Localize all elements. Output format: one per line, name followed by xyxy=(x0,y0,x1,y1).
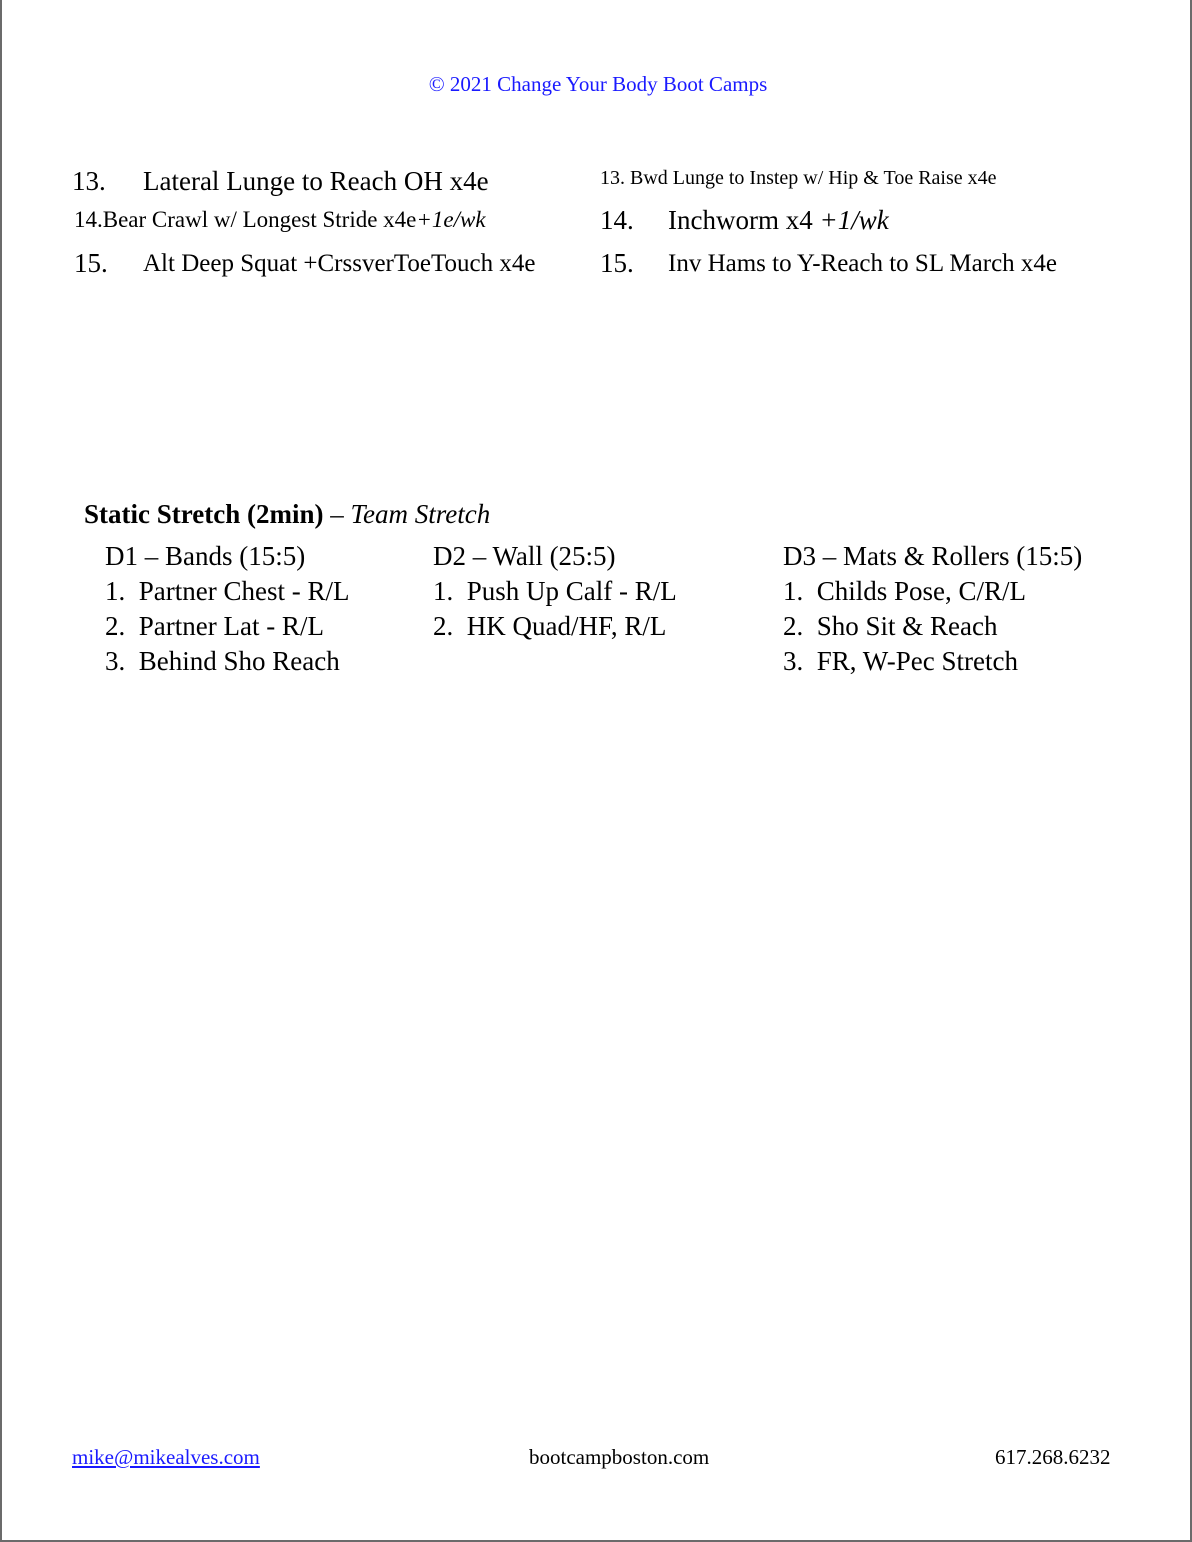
left-item-13-text: Lateral Lunge to Reach OH x4e xyxy=(143,166,489,196)
static-stretch-title: Static Stretch (2min) xyxy=(84,499,324,529)
d2-item: 2. HK Quad/HF, R/L xyxy=(433,611,667,641)
footer-email-link[interactable]: mike@mikealves.com xyxy=(72,1445,260,1469)
copyright-header: © 2021 Change Your Body Boot Camps xyxy=(428,72,768,96)
right-item-14-suffix: +1/wk xyxy=(819,205,889,235)
left-item-14-suffix: +1e/wk xyxy=(416,207,486,232)
footer-phone: 617.268.6232 xyxy=(995,1445,1111,1469)
left-item-14 xyxy=(74,207,486,233)
right-item-13: 13. Bwd Lunge to Instep w/ Hip & Toe Raise x4e xyxy=(600,167,997,189)
d1-item: 2. Partner Lat - R/L xyxy=(105,611,324,641)
d1-item: 1. Partner Chest - R/L xyxy=(105,576,350,606)
right-item-14-text: Inchworm x4 xyxy=(668,205,820,235)
d2-item: 1. Push Up Calf - R/L xyxy=(433,576,677,606)
right-item-14-number: 14. xyxy=(600,205,634,235)
left-item-14-number: 14. xyxy=(74,207,103,232)
d2-heading: D2 – Wall (25:5) xyxy=(433,541,616,571)
left-item-14-text: Bear Crawl w/ Longest Stride x4e xyxy=(102,207,417,232)
left-item-15-number: 15. xyxy=(74,248,108,278)
d1-item: 3. Behind Sho Reach xyxy=(105,646,340,676)
left-item-13-number: 13. xyxy=(72,166,106,196)
d1-heading: D1 – Bands (15:5) xyxy=(105,541,306,571)
stretch-column-d1 xyxy=(105,539,349,679)
right-item-15-text: Inv Hams to Y-Reach to SL March x4e xyxy=(668,250,1058,277)
d3-heading: D3 – Mats & Rollers (15:5) xyxy=(783,541,1083,571)
d3-item: 1. Childs Pose, C/R/L xyxy=(783,576,1027,606)
static-stretch-heading xyxy=(84,499,490,530)
stretch-column-d2 xyxy=(433,539,677,644)
d3-item: 3. FR, W-Pec Stretch xyxy=(783,646,1018,676)
right-item-14 xyxy=(668,205,889,236)
static-stretch-dash: – xyxy=(323,499,351,529)
static-stretch-subtitle: Team Stretch xyxy=(350,499,491,529)
right-item-15-number: 15. xyxy=(600,248,634,278)
left-item-15-text: Alt Deep Squat +CrssverToeTouch x4e xyxy=(143,250,536,277)
stretch-column-d3 xyxy=(783,539,1082,679)
footer-website: bootcampboston.com xyxy=(529,1445,710,1469)
d3-item: 2. Sho Sit & Reach xyxy=(783,611,998,641)
